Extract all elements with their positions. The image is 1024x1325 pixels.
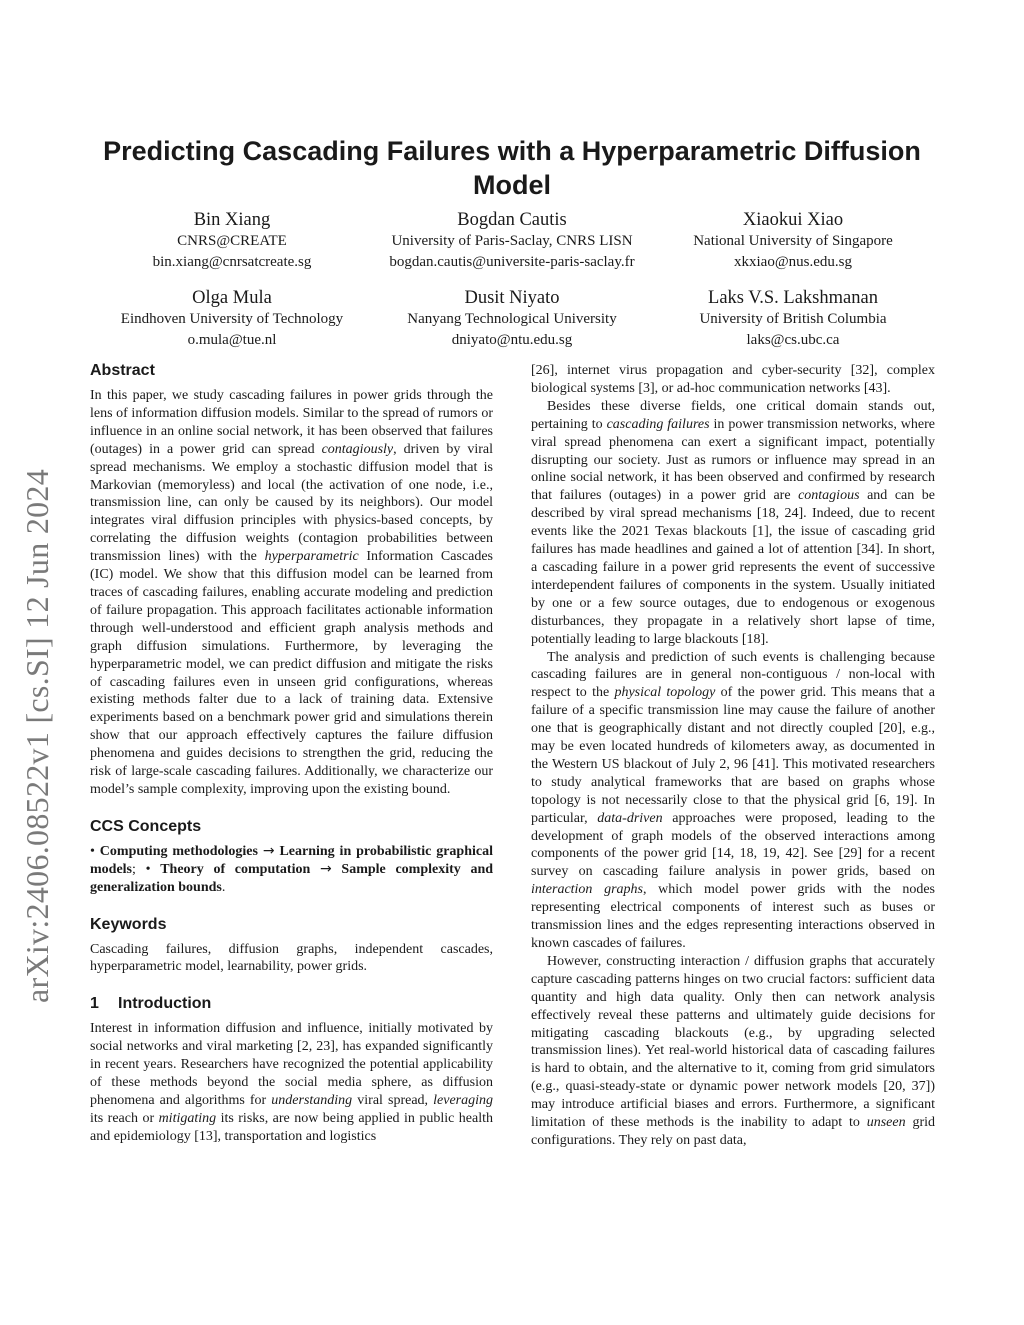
author-affiliation: CNRS@CREATE [177, 233, 287, 249]
abstract-text: In this paper, we study cascading failures in power grids through the lens of information diffusion models. Similar to the spread of rumors or influence in an online social network, it has been observed that failures (outages) in a power grid can spread contagiously, driven by viral spread mechanisms. We employ a stochastic diffusion model that is Markovian (memoryless) and local (the activation of one node, i.e., transmission line, can only be caused by its neighbors). Our model integrates viral diffusion principles with physics-based concepts, by correlating the diffusion weights (contagion probabilities between transmission lines) with the hyperparametric Information Cascades (IC) model. We show that this diffusion model can be learned from traces of cascading failures, enabling accurate modeling and prediction of failure propagation. This approach facilitates actionable information through well-understood and efficient graph analysis methods and graph diffusion simulations. Furthermore, by leveraging the hyperparametric model, we can predict diffusion and mitigate the risks of cascading failures even in unseen grid configurations, whereas existing methods falter due to a lack of training data. Extensive experiments based on a benchmark power grid and simulations therein show that our approach effectively captures the failure diffusion phenomena and guides decisions to strengthen the grid, reducing the risk of large-scale cascading failures. Additionally, we characterize our model’s sample complexity, improving upon the existing bound. [90, 388, 493, 797]
author-block [362, 287, 662, 351]
author-email: o.mula@tue.nl [187, 332, 277, 348]
keywords-heading: Keywords [90, 915, 167, 933]
author-email: dniyato@ntu.edu.sg [451, 332, 573, 348]
author-email: bogdan.cautis@universite-paris-saclay.fr [389, 254, 635, 270]
author-affiliation: University of British Columbia [699, 311, 887, 327]
author-name: Laks V.S. Lakshmanan [708, 288, 878, 308]
intro-paragraph-4: However, constructing interaction / diffusion graphs that accurately capture cascading patterns hinges on two crucial factors: sufficient data quantity and high data quality. Only then can network analysis effectively reveal these patterns and ultimately guide decisions for mitigating cascading blackouts (e.g., by upgrading selected transmission lines). Yet real-world historical data of cascading failures is hard to obtain, and the alternative to it, coming from grid simulators (e.g., quasi-steady-state or dynamic power network models [20, 37]) may introduce artificial biases and errors. Furthermore, a significant limitation of these methods is the inability to adapt to unseen grid configurations. They rely on past data, [531, 953, 935, 1148]
keywords-text: Cascading failures, diffusion graphs, independent cascades, hyperparametric model, learnability, power grids. [90, 941, 493, 975]
author-block [82, 209, 382, 273]
author-affiliation: University of Paris-Saclay, CNRS LISN [391, 233, 633, 249]
intro-paragraph-3: The analysis and prediction of such events is challenging because cascading failures are in general non-contiguous / non-local with respect to the physical topology of the power grid. This means that a failure of a specific transmission line may cause the failure of another one that is geographically distant and not directly coupled [20], e.g., may be even located hundreds of kilometers away, as documented in the Western US blackout of July 2, 96 [41]. This motivated researchers to study analytical frameworks that are based on graphs whose topology is not necessarily close to that the physical grid [6, 19]. In particular, data-driven approaches were proposed, leading to the development of graph models of the observed interactions among components of the power grid [14, 18, 19, 42]. See [29] for a recent survey on cascading failure analysis in power grids, based on interaction graphs, which model power grids with the nodes representing electrical components of interest such as buses or transmission lines and the edges representing interactions observed in known cascades of failures. [531, 649, 935, 951]
introduction-heading: 1 Introduction [90, 995, 212, 1013]
author-block [643, 287, 943, 351]
author-name: Bogdan Cautis [457, 210, 567, 230]
author-name: Olga Mula [192, 288, 272, 308]
intro-paragraph-1-continued: [26], internet virus propagation and cyber-security [32], complex biological systems [3], or ad-hoc communication networks [43]. [531, 363, 935, 396]
author-block [82, 287, 382, 351]
intro-paragraph-1: Interest in information diffusion and influence, initially motivated by social networks and viral marketing [2, 23], has expanded significantly in recent years. Researchers have recognized the potential applicability of these methods beyond the social media sphere, as diffusion phenomena and algorithms for understanding viral spread, leveraging its reach or mitigating its risks, are now being applied in public health and epidemiology [13], transportation and logistics [90, 1021, 494, 1144]
author-affiliation: Nanyang Technological University [407, 311, 617, 327]
arxiv-identifier: arXiv:2406.08522v1 [cs.SI] 12 Jun 2024 [19, 468, 55, 1003]
author-name: Xiaokui Xiao [742, 210, 844, 230]
intro-paragraph-2: Besides these diverse fields, one critical domain stands out, pertaining to cascading failures in power transmission networks, where viral spread phenomena can exert a significant impact, potentially disrupting our society. Just as rumors or influence may spread in an online social network, it has been observed and confirmed by research that failures (outages) in a power grid are contagious and can be described by viral spread mechanisms [18, 24]. Indeed, due to recent events like the 2021 Texas blackouts [1], the issue of cascading grid failures has made headlines and gained a lot of attention [34]. In short, a cascading failure in a power grid represents the event of successive interdependent failures of components in the system. Usually initiated by one or a few source outages, due to endogenous or exogenous disturbances, they propagate in a relatively short lapse of time, potentially leading to large blackouts [18]. [531, 398, 935, 647]
right-column [531, 362, 935, 1150]
right-arrow-icon: → [319, 860, 332, 877]
author-name: Bin Xiang [193, 210, 271, 230]
author-block [362, 209, 662, 273]
left-column [90, 360, 493, 1146]
author-block [643, 209, 943, 273]
abstract-heading: Abstract [90, 362, 155, 379]
author-email: bin.xiang@cnrsatcreate.sg [152, 254, 312, 270]
author-email: laks@cs.ubc.ca [746, 332, 840, 348]
author-affiliation: Eindhoven University of Technology [120, 311, 344, 327]
author-name: Dusit Niyato [464, 288, 560, 308]
paper-title: Predicting Cascading Failures with a Hyperparametric Diffusion Model [103, 136, 921, 200]
ccs-heading: CCS Concepts [90, 817, 202, 835]
author-email: xkxiao@nus.edu.sg [734, 254, 852, 270]
right-arrow-icon: → [262, 842, 275, 859]
author-affiliation: National University of Singapore [693, 233, 893, 249]
ccs-concepts: • Computing methodologies → Learning in probabilistic graphical models; • Theory of computation → Sample complexity and generalization bounds. [90, 842, 494, 895]
